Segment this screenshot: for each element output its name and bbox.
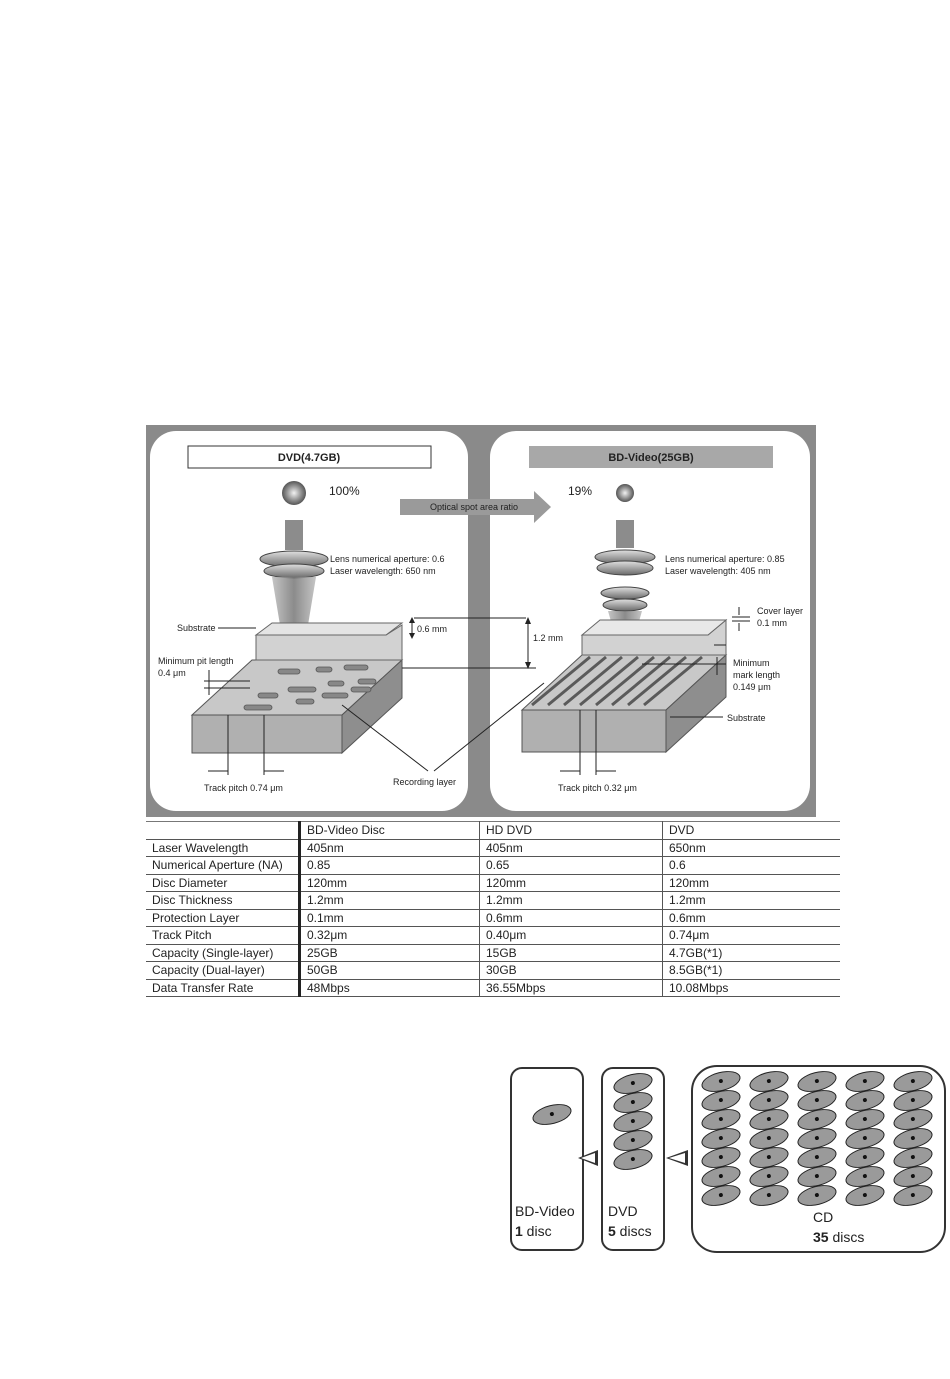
track-pitch-bd-label: Track pitch 0.32 μm (558, 783, 637, 793)
cell-dvd: 120mm (663, 874, 841, 892)
header-cell-2: HD DVD (480, 822, 663, 840)
table-row (146, 874, 840, 892)
bd-unit: disc (522, 1223, 552, 1239)
cell-dvd: 0.74μm (663, 927, 841, 945)
spec-table (146, 821, 840, 997)
cell-dvd: 0.6 (663, 857, 841, 875)
table-row (146, 962, 840, 980)
cell-hddvd: 120mm (480, 874, 663, 892)
bd-lens-na: Lens numerical aperture: 0.85 (665, 554, 785, 564)
cell-bd: 25GB (300, 944, 480, 962)
dvd-unit: discs (615, 1223, 652, 1239)
bd-title: BD-Video(25GB) (608, 452, 694, 464)
cell-hddvd: 0.65 (480, 857, 663, 875)
dvd-count: 5 (608, 1223, 616, 1239)
dvd-lens-barrel (285, 520, 303, 550)
bd-percent: 19% (568, 484, 593, 498)
cell-dvd: 4.7GB(*1) (663, 944, 841, 962)
thickness-06-label: 0.6 mm (417, 624, 448, 634)
row-label: Numerical Aperture (NA) (146, 857, 300, 875)
dvd-name: DVD (608, 1203, 638, 1219)
dvd-title: DVD(4.7GB) (277, 452, 341, 464)
cell-bd: 0.1mm (300, 909, 480, 927)
cell-hddvd: 36.55Mbps (480, 979, 663, 997)
bd-lens-2 (597, 561, 653, 575)
cell-bd: 50GB (300, 962, 480, 980)
bd-lens-wavelength: Laser wavelength: 405 nm (665, 566, 771, 576)
bd-capacity-box (510, 1067, 584, 1251)
row-label: Protection Layer (146, 909, 300, 927)
cell-hddvd: 0.40μm (480, 927, 663, 945)
substrate-left-label: Substrate (177, 623, 216, 633)
table-row (146, 857, 840, 875)
cell-dvd: 650nm (663, 839, 841, 857)
table-header-row (146, 822, 840, 840)
header-cell-1: BD-Video Disc (300, 822, 480, 840)
table-row (146, 927, 840, 945)
header-cell-3: DVD (663, 822, 841, 840)
row-label: Disc Thickness (146, 892, 300, 910)
cd-capacity-box (691, 1065, 946, 1253)
table-row (146, 909, 840, 927)
track-pitch-dvd-label: Track pitch 0.74 μm (204, 783, 283, 793)
row-label: Disc Diameter (146, 874, 300, 892)
cd-name: CD (813, 1209, 834, 1225)
cover-layer-label-1: Cover layer (757, 606, 804, 616)
min-mark-label-2: mark length (733, 670, 781, 680)
bd-capacity-label (515, 1201, 575, 1241)
dvd-capacity-label (608, 1201, 652, 1241)
cd-capacity-label (813, 1207, 864, 1247)
table-row (146, 944, 840, 962)
dvd-lens-wavelength: Laser wavelength: 650 nm (330, 566, 436, 576)
bd-lens-4 (603, 599, 647, 611)
cell-bd: 405nm (300, 839, 480, 857)
cell-bd: 0.32μm (300, 927, 480, 945)
cell-hddvd: 405nm (480, 839, 663, 857)
cd-count: 35 (813, 1229, 829, 1245)
cell-hddvd: 1.2mm (480, 892, 663, 910)
row-label: Laser Wavelength (146, 839, 300, 857)
table-row (146, 979, 840, 997)
header-cell-0 (146, 822, 300, 840)
dvd-lens-na: Lens numerical aperture: 0.6 (330, 554, 445, 564)
row-label: Data Transfer Rate (146, 979, 300, 997)
min-mark-label-3: 0.149 μm (733, 682, 771, 692)
recording-layer-label: Recording layer (393, 777, 457, 787)
dvd-capacity-box (601, 1067, 665, 1251)
min-mark-label-1: Minimum (733, 658, 770, 668)
cell-bd: 1.2mm (300, 892, 480, 910)
cell-hddvd: 30GB (480, 962, 663, 980)
row-label: Track Pitch (146, 927, 300, 945)
min-pit-label-1: Minimum pit length (158, 656, 234, 666)
cell-dvd: 8.5GB(*1) (663, 962, 841, 980)
substrate-right-label: Substrate (727, 713, 766, 723)
cd-unit: discs (828, 1229, 865, 1245)
cover-layer-label-2: 0.1 mm (757, 618, 788, 628)
cell-dvd: 10.08Mbps (663, 979, 841, 997)
row-label: Capacity (Single-layer) (146, 944, 300, 962)
disc-icon (530, 1100, 573, 1128)
bd-lens-barrel (616, 520, 634, 548)
thickness-12-label: 1.2 mm (533, 633, 564, 643)
table-row (146, 839, 840, 857)
dvd-percent: 100% (329, 484, 360, 498)
bd-spot (616, 484, 634, 502)
cell-dvd: 1.2mm (663, 892, 841, 910)
cell-bd: 48Mbps (300, 979, 480, 997)
spot-ratio-label: Optical spot area ratio (430, 502, 519, 512)
dvd-spot (282, 481, 306, 505)
row-label: Capacity (Dual-layer) (146, 962, 300, 980)
optical-diagram (146, 425, 816, 817)
bd-lens-3 (601, 587, 649, 599)
table-row (146, 892, 840, 910)
cell-hddvd: 0.6mm (480, 909, 663, 927)
bd-count: 1 (515, 1223, 523, 1239)
cell-bd: 0.85 (300, 857, 480, 875)
cell-bd: 120mm (300, 874, 480, 892)
bd-name: BD-Video (515, 1203, 575, 1219)
cell-hddvd: 15GB (480, 944, 663, 962)
min-pit-label-2: 0.4 μm (158, 668, 186, 678)
arrow-left-icon-inner (669, 1153, 685, 1163)
cell-dvd: 0.6mm (663, 909, 841, 927)
optical-comparison-figure (146, 425, 816, 817)
arrow-left-icon-inner (581, 1153, 595, 1163)
dvd-lens-lower (264, 564, 324, 578)
